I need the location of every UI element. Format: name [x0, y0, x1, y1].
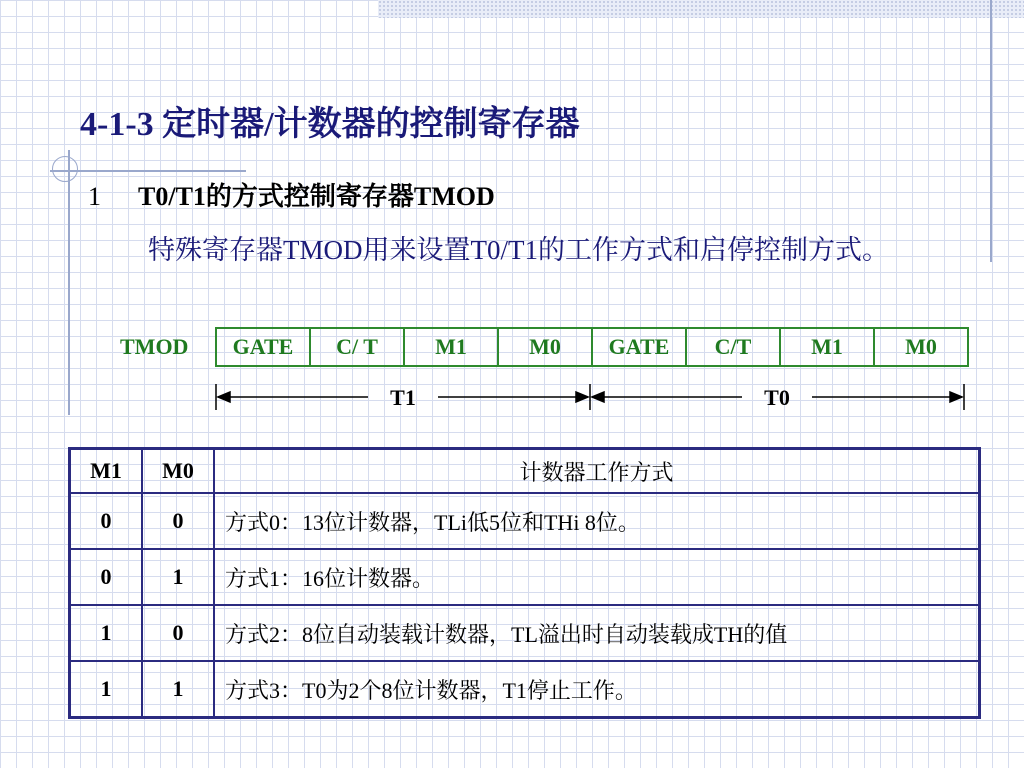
cell-m0: 1	[142, 549, 214, 605]
mode-table	[68, 447, 981, 719]
table-row	[70, 493, 980, 549]
register-bit: C/T	[687, 329, 781, 365]
group-label-t0: T0	[764, 385, 790, 410]
register-bit: GATE	[217, 329, 311, 365]
cell-m1: 0	[70, 493, 143, 549]
section-number: 1	[88, 182, 101, 211]
register-label: TMOD	[120, 334, 189, 359]
table-row	[70, 549, 980, 605]
cell-mode-description: 方式1：16位计数器。	[214, 549, 980, 605]
decorative-left-line	[68, 150, 70, 415]
register-bit: GATE	[593, 329, 687, 365]
cell-m1: 1	[70, 661, 143, 718]
group-label-t1: T1	[390, 385, 416, 410]
cell-m1: 0	[70, 549, 143, 605]
bit-group-arrows	[210, 380, 970, 414]
register-bit: M1	[405, 329, 499, 365]
cell-m1: 1	[70, 605, 143, 661]
cell-mode-description: 方式0：13位计数器，TLi低5位和THi 8位。	[214, 493, 980, 549]
arrowhead-icon	[592, 392, 604, 402]
register-bit: M0	[499, 329, 593, 365]
cell-m0: 0	[142, 493, 214, 549]
register-bit: C/ T	[311, 329, 405, 365]
description-paragraph: 特殊寄存器TMOD用来设置T0/T1的工作方式和启停控制方式。	[148, 235, 889, 265]
header-m1: M1	[70, 449, 143, 494]
decorative-horizontal-line	[50, 170, 246, 172]
cell-mode-description: 方式2：8位自动装载计数器，TL溢出时自动装载成TH的值	[214, 605, 980, 661]
header-m0: M0	[142, 449, 214, 494]
section-title: T0/T1的方式控制寄存器TMOD	[138, 182, 495, 211]
cell-mode-description: 方式3：T0为2个8位计数器，T1停止工作。	[214, 661, 980, 718]
decorative-circle	[52, 156, 78, 182]
decorative-top-bar	[378, 0, 1024, 18]
arrowhead-icon	[218, 392, 230, 402]
table-row	[70, 605, 980, 661]
register-bit-row	[215, 327, 969, 367]
table-header-row	[70, 449, 980, 494]
section-heading	[88, 176, 495, 213]
register-bit: M0	[905, 334, 937, 359]
header-mode: 计数器工作方式	[214, 449, 980, 494]
arrowhead-icon	[950, 392, 962, 402]
register-bit: M1	[781, 329, 875, 365]
page-title: 4-1-3 定时器/计数器的控制寄存器	[80, 106, 580, 143]
decorative-right-line	[990, 0, 992, 262]
cell-m0: 1	[142, 661, 214, 718]
table-row	[70, 661, 980, 718]
cell-m0: 0	[142, 605, 214, 661]
arrowhead-icon	[576, 392, 588, 402]
